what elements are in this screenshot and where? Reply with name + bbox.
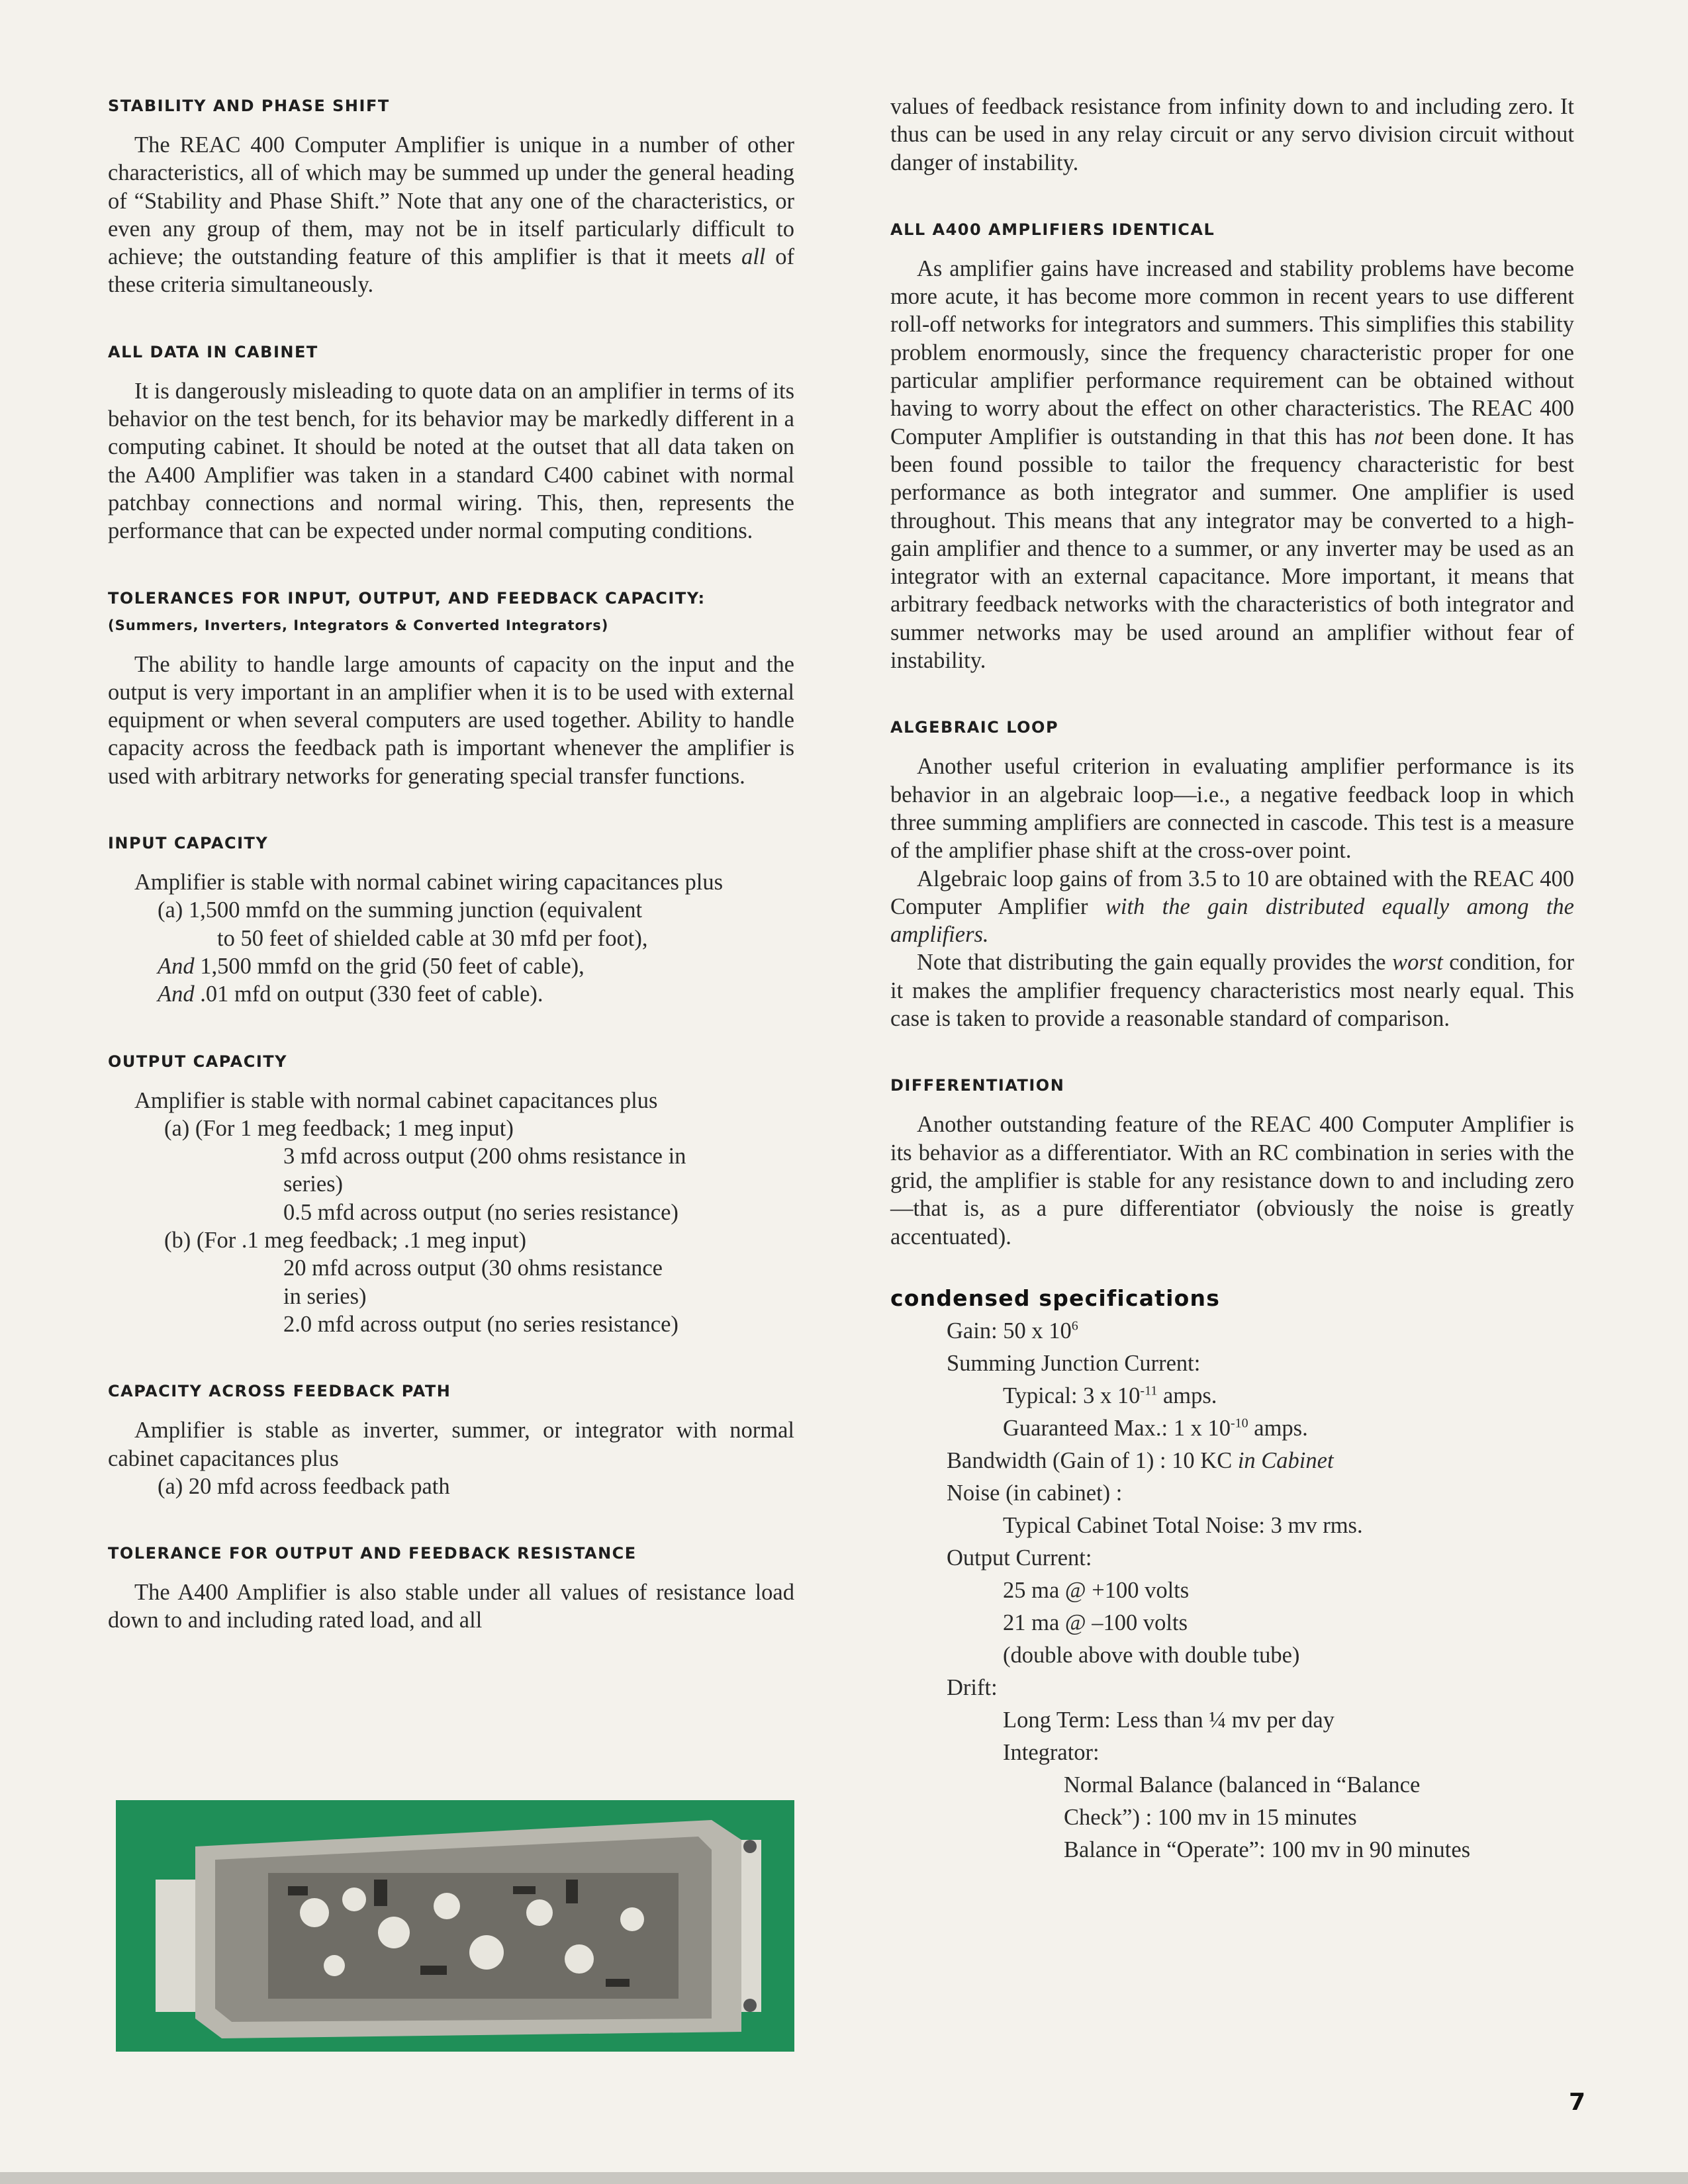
amplifier-photo (116, 1800, 794, 2052)
text-span: of these criteria simultaneously. (108, 244, 794, 298)
text-span: Typical: 3 x 10 (1003, 1383, 1141, 1408)
text-span: Note that distributing the gain equally provides the (917, 950, 1393, 976)
para-input-capacity: Amplifier is stable with normal cabinet wiring capacitances plus (134, 870, 724, 895)
spec-integrator: Integrator: (1003, 1739, 1100, 1765)
spec-noise-typical: Typical Cabinet Total Noise: 3 mv rms. (1003, 1512, 1363, 1538)
amplifier-illustration (116, 1800, 794, 2052)
heading-main: TOLERANCES FOR INPUT, OUTPUT, AND FEEDBACK CAPACITY: (108, 588, 706, 608)
heading-stability: STABILITY AND PHASE SHIFT (108, 97, 390, 115)
left-column (108, 93, 794, 1635)
spec-long-term: Long Term: Less than ¼ mv per day (1003, 1707, 1335, 1733)
heading-feedback-path: CAPACITY ACROSS FEEDBACK PATH (108, 1382, 451, 1401)
para-output-capacity: Amplifier is stable with normal cabinet capacitances plus (134, 1087, 658, 1113)
heading-identical: ALL A400 AMPLIFIERS IDENTICAL (890, 220, 1215, 239)
list-line: (a) 20 mfd across feedback path (158, 1473, 450, 1499)
heading-differentiation: DIFFERENTIATION (890, 1076, 1065, 1095)
text-span: 1,500 mmfd on the grid (50 feet of cable), (194, 953, 585, 979)
spec-normal-balance: Normal Balance (balanced in “Balance (1064, 1772, 1421, 1797)
heading-output-capacity: OUTPUT CAPACITY (108, 1052, 288, 1071)
para-differentiation: Another outstanding feature of the REAC 400 Computer Amplifier is its behavior as a differentiator. With an RC combination in series with the grid, the amplifier is stable for any resistance down to and including zero—that is, as a pure differentiator (obviously the noise is greatly accentuated). (890, 1112, 1574, 1250)
list-line: series) (283, 1171, 344, 1197)
list-line: 20 mfd across output (30 ohms resistance (283, 1255, 663, 1281)
spec-sjc: Summing Junction Current: (947, 1350, 1201, 1376)
specs-title: condensed specifications (890, 1285, 1221, 1311)
superscript: -10 (1230, 1416, 1248, 1431)
list-line: in series) (283, 1283, 367, 1309)
list-line: 3 mfd across output (200 ohms resistance in (283, 1144, 686, 1169)
text-span: Guaranteed Max.: 1 x 10 (1003, 1415, 1231, 1441)
spec-output: Output Current: (947, 1545, 1092, 1570)
heading-sub: (Summers, Inverters, Integrators & Converted Integrators) (108, 617, 609, 633)
superscript: 6 (1071, 1318, 1078, 1334)
para-tolerances: The ability to handle large amounts of capacity on the input and the output is very important in an amplifier when it is to be used with external equipment or when several computers are used together. Ability to handle capacity across the feedback path is important whenever the amplifier is used with arbitrary networks for generating special transfer functions. (108, 651, 794, 789)
spec-out1: 25 ma @ +100 volts (1003, 1577, 1190, 1603)
text-span: .01 mfd on output (330 feet of cable). (194, 981, 543, 1007)
text-span: The REAC 400 Computer Amplifier is unique in a number of other characteristics, all of which may be summed up under the general heading of “Stability and Phase Shift.” Note that any one of the characteristics, or even any group of them, may not be in itself particularly difficult to achieve; the outstanding feature of this amplifier is that it meets (108, 132, 794, 270)
spec-out2: 21 ma @ –100 volts (1003, 1610, 1188, 1635)
text-span: As amplifier gains have increased and stability problems have become more acute, it has become more common in recent years to use different roll-off networks for integrators and summers. This simplifies this stability problem enormously, since the frequency characteristic proper for one particular amplifier performance requirement can be obtained without having to worry about the effect on other characteristics. The REAC 400 Computer Amplifier is outstanding in that this has (890, 255, 1574, 449)
list-line: 2.0 mfd across output (no series resistance) (283, 1311, 679, 1337)
para-algebraic-3 (890, 948, 1574, 1032)
heading-tolerances (108, 585, 794, 639)
text-span-em: And (158, 981, 195, 1007)
spec-typical (890, 1380, 1574, 1412)
text-span: Algebraic loop gains of from 3.5 to 10 are obtained with the REAC 400 Computer Amplifier (890, 866, 1574, 919)
spec-noise: Noise (in cabinet) : (947, 1480, 1123, 1506)
list-line: (a) 1,500 mmfd on the summing junction (equivalent (158, 897, 643, 923)
list-line (108, 952, 794, 980)
text-span: amps. (1157, 1383, 1217, 1408)
list-line: (b) (For .1 meg feedback; .1 meg input) (164, 1228, 527, 1253)
para-resistance: The A400 Amplifier is also stable under all values of resistance load down to and including rated load, and all (108, 1580, 794, 1633)
text-span-em: with the gain distributed equally among the amplifiers. (890, 893, 1574, 948)
text-span-em: not (1374, 424, 1403, 449)
text-span: Gain: 50 x 10 (947, 1318, 1072, 1343)
list-line: to 50 feet of shielded cable at 30 mfd per foot), (217, 925, 648, 951)
right-column (890, 93, 1574, 1866)
spec-guaranteed (890, 1412, 1574, 1445)
para-identical (890, 255, 1574, 674)
spec-drift: Drift: (947, 1674, 998, 1700)
spec-operate: Balance in “Operate”: 100 mv in 90 minutes (1064, 1837, 1471, 1862)
para-continued: values of feedback resistance from infinity down to and including zero. It thus can be used in any relay circuit or any servo division circuit without danger of instability. (890, 94, 1574, 175)
superscript: -11 (1140, 1383, 1158, 1398)
spec-bandwidth (890, 1445, 1574, 1477)
text-span: amps. (1248, 1415, 1308, 1441)
spec-normal-balance-2: Check”) : 100 mv in 15 minutes (1064, 1804, 1357, 1830)
text-span: been done. It has been found possible to tailor the frequency characteristic for best performance as both integrator and summer. One amplifier is used throughout. This means that any integrator may be converted to a high-gain amplifier and thence to a summer, or any inverter may be used as an integrator with an external capacitance. More important, it means that arbitrary feedback networks with the characteristics of both integrator and summer networks may be used around an amplifier without fear of instability. (890, 424, 1574, 674)
text-span-em: all (741, 244, 766, 270)
text-span: Bandwidth (Gain of 1) : 10 KC (947, 1447, 1238, 1473)
heading-input-capacity: INPUT CAPACITY (108, 834, 269, 853)
list-line (108, 980, 794, 1008)
para-feedback-path: Amplifier is stable as inverter, summer, or integrator with normal cabinet capacitances plus (108, 1418, 794, 1471)
text-span-em: worst (1392, 950, 1443, 976)
page-number: 7 (1569, 2089, 1586, 2116)
heading-all-data: ALL DATA IN CABINET (108, 342, 318, 361)
text-span-em: And (158, 953, 195, 979)
para-algebraic-1: Another useful criterion in evaluating amplifier performance is its behavior in an algebraic loop—i.e., a negative feedback loop in which three summing amplifiers are connected in cascode. This test is a measure of the amplifier phase shift at the cross-over point. (890, 754, 1574, 864)
list-line: 0.5 mfd across output (no series resistance) (283, 1199, 679, 1225)
heading-resistance: TOLERANCE FOR OUTPUT AND FEEDBACK RESISTANCE (108, 1544, 637, 1563)
heading-algebraic-loop: ALGEBRAIC LOOP (890, 718, 1059, 737)
page-bottom-edge (0, 2172, 1688, 2184)
text-span: condition, for it makes the amplifier frequency characteristics most nearly equal. This case is taken to provide a reasonable standard of comparison. (890, 950, 1574, 1032)
spec-gain (890, 1315, 1574, 1347)
spec-out3: (double above with double tube) (1003, 1642, 1300, 1668)
text-span-em: in Cabinet (1237, 1447, 1334, 1473)
para-all-data: It is dangerously misleading to quote data on an amplifier in terms of its behavior on the test bench, for its behavior may be markedly different in a computing cabinet. It should be noted at the outset that all data taken on the A400 Amplifier was taken in a standard C400 cabinet with normal patchbay connections and normal wiring. This, then, represents the performance that can be expected under normal computing conditions. (108, 378, 794, 544)
para-stability (108, 131, 794, 299)
list-line: (a) (For 1 meg feedback; 1 meg input) (164, 1115, 514, 1141)
para-algebraic-2 (890, 865, 1574, 949)
